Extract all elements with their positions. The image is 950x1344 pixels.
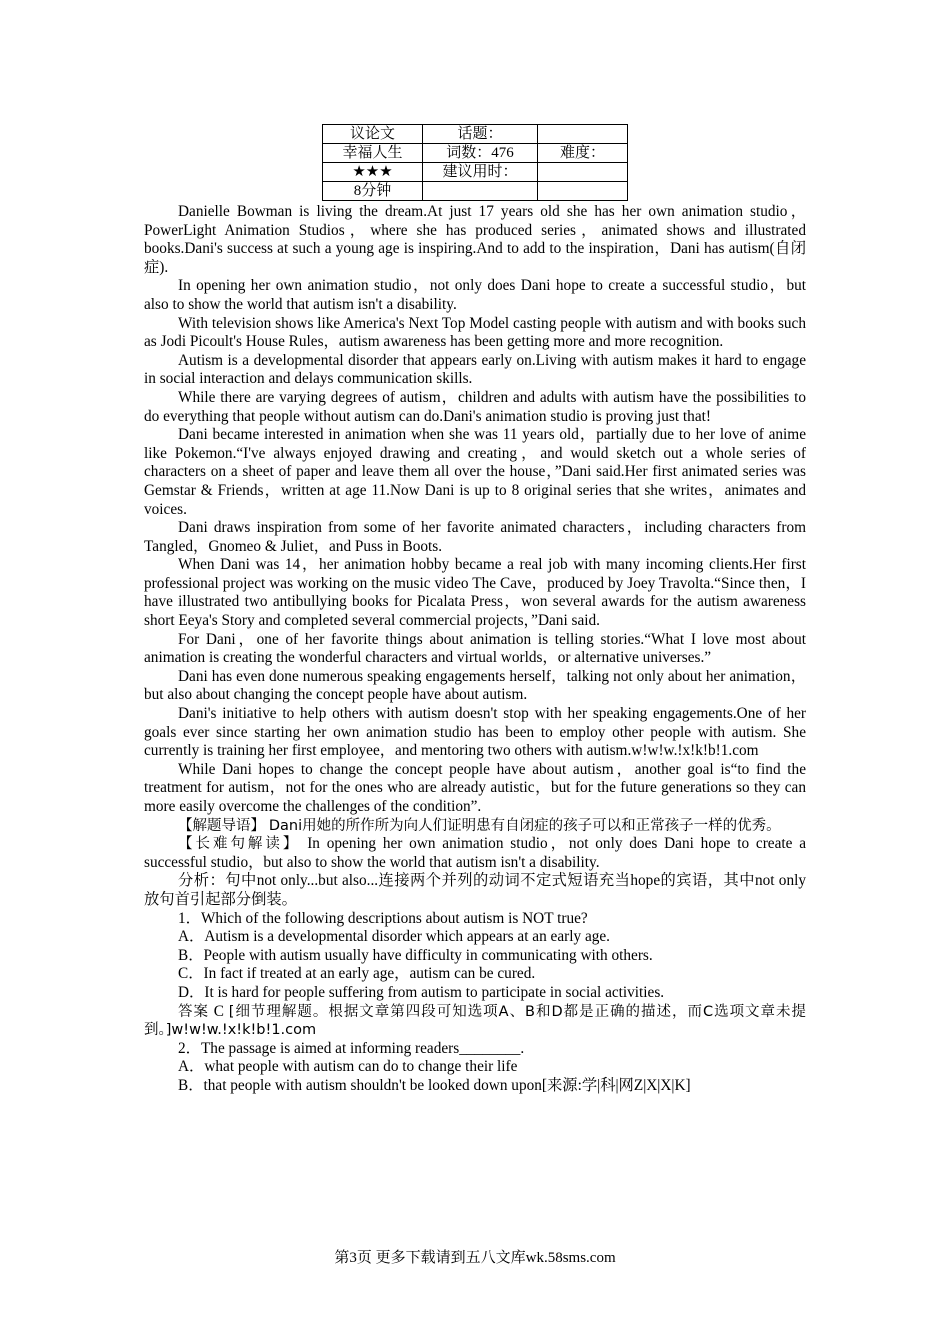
blank-cell (538, 182, 628, 201)
genre-cell: 议论文 (323, 125, 423, 144)
stars-cell: ★★★ (323, 163, 423, 182)
question-2-option-a: A．what people with autism can do to change their life (178, 1058, 518, 1076)
question-1-option-b: B．People with autism usually have difficulty in communicating with others. (178, 946, 653, 964)
passage-paragraph: Dani became interested in animation when she was 11 years old，partially due to her love of anime like Pokemon.“I've always enjoyed drawing and creating，and would sketch out a whole series of characters on a sheet of paper and leave them all over the house，”Dani said.Her first animated series was Gemstar & Friends，written at age 11.Now Dani is up to 8 original series that she writes，animates and voices. (144, 426, 806, 518)
analysis-paragraph: 分析：句中not only...but also...连接两个并列的动词不定式短语充当hope的宾语，其中not only放句首引起部分倒装。 (144, 872, 806, 908)
table-row (323, 163, 628, 182)
blank-cell (538, 125, 628, 144)
passage-paragraph: With television shows like America's Next Top Model casting people with autism and with books such as Jodi Picoult's House Rules，autism awareness has been getting more and more recognition. (144, 314, 806, 351)
passage-paragraph: Dani draws inspiration from some of her favorite animated characters，including characters from Tangled，Gnomeo & Juliet，and Puss in Boots. (144, 519, 806, 555)
answer-label: 答案 (178, 1003, 209, 1020)
passage-paragraph: Danielle Bowman is living the dream.At just 17 years old she has her own animation studio，PowerLight Animation Studios，where she has produced series，animated shows and illustrated books.Dani's success at such a young age is inspiring.And to add to the inspiration，Dani has autism(自闭症). (144, 203, 806, 276)
answer-letter: C (213, 1002, 224, 1020)
long-sentence-paragraph (144, 835, 806, 872)
passage-paragraph: While there are varying degrees of autism，children and adults with autism have the possibilities to do everything that people without autism can do.Dani's animation studio is proving just that! (144, 388, 806, 425)
blank-cell (538, 163, 628, 182)
suggested-time-cell: 建议用时： (423, 163, 538, 182)
guide-paragraph (144, 817, 806, 836)
guide-text: Dani用她的所作所为向人们证明患有自闭症的孩子可以和正常孩子一样的优秀。 (268, 817, 781, 834)
question-1-answer (144, 1003, 806, 1040)
passage-paragraph: For Dani，one of her favorite things about animation is telling stories.“What I love most about animation is creating the wonderful characters and virtual worlds，or alternative universes.” (144, 630, 806, 667)
passage-paragraph: While Dani hopes to change the concept people have about autism，another goal is“to find the treatment for autism，not for the ones who are already autistic，but for the future generations so they can more easily overcome the challenges of the condition”. (144, 760, 806, 815)
table-row (323, 182, 628, 201)
passage-paragraph: In opening her own animation studio，not only does Dani hope to create a successful studio，but also to show the world that autism isn't a disability. (144, 277, 806, 313)
passage-paragraph: Dani has even done numerous speaking engagements herself，talking not only about her animation，but also about changing the concept people have about autism. (144, 667, 806, 704)
long-sentence-label: 【长难句解读】 (178, 836, 301, 853)
passage-paragraph: When Dani was 14，her animation hobby became a real job with many incoming clients.Her first professional project was working on the music video The Cave，produced by Joey Travolta.“Since then，I have illustrated two antibullying books for Picalata Press，won several awards for the autism awareness short Eeya's Story and completed several commercial projects，”Dani said. (144, 556, 806, 630)
question-1-option-c: C．In fact if treated at an early age，autism can be cured. (178, 965, 536, 983)
long-sentence-text: In opening her own animation studio，not only does Dani hope to create a successful studio，but also to show the world that autism isn't a disability. (144, 835, 807, 871)
difficulty-cell: 难度： (538, 144, 628, 163)
page-footer: 第3页 更多下载请到五八文库wk.58sms.com (334, 1250, 616, 1266)
topic-cell: 话题： (423, 125, 538, 144)
passage-paragraph: Dani's initiative to help others with autism doesn't stop with her speaking engagements.One of her goals ever since starting her own animation studio has been to employ other people with autism. She currently is training her first employee，and mentoring two others with autism.w!w!w.!x!k!b!1.com (144, 705, 806, 760)
table-row (323, 144, 628, 163)
minutes-cell: 8分钟 (323, 182, 423, 201)
question-1-option-a: A．Autism is a developmental disorder which appears at an early age. (178, 928, 610, 946)
passage-paragraph: Autism is a developmental disorder that appears early on.Living with autism makes it hard to engage in social interaction and delays communication skills. (144, 351, 806, 388)
info-table (322, 124, 628, 201)
question-1-stem: 1．Which of the following descriptions about autism is NOT true? (178, 909, 588, 927)
question-2-option-b: B．that people with autism shouldn't be looked down upon[来源:学|科|网Z|X|X|K] (178, 1076, 691, 1094)
answer-explanation: [细节理解题。根据文章第四段可知选项A、B和D都是正确的描述，而C选项文章未提到。]w!w!w.!x!k!b!1.com (144, 1003, 806, 1039)
question-2-stem: 2．The passage is aimed at informing readers________. (178, 1039, 525, 1057)
document-body (144, 203, 806, 1096)
guide-label: 【解题导语】 (178, 817, 265, 834)
theme-cell: 幸福人生 (323, 144, 423, 163)
question-1-option-d: D．It is hard for people suffering from autism to participate in social activities. (178, 983, 665, 1001)
word-count-cell: 词数：476 (423, 144, 538, 163)
table-row (323, 125, 628, 144)
blank-cell (423, 182, 538, 201)
